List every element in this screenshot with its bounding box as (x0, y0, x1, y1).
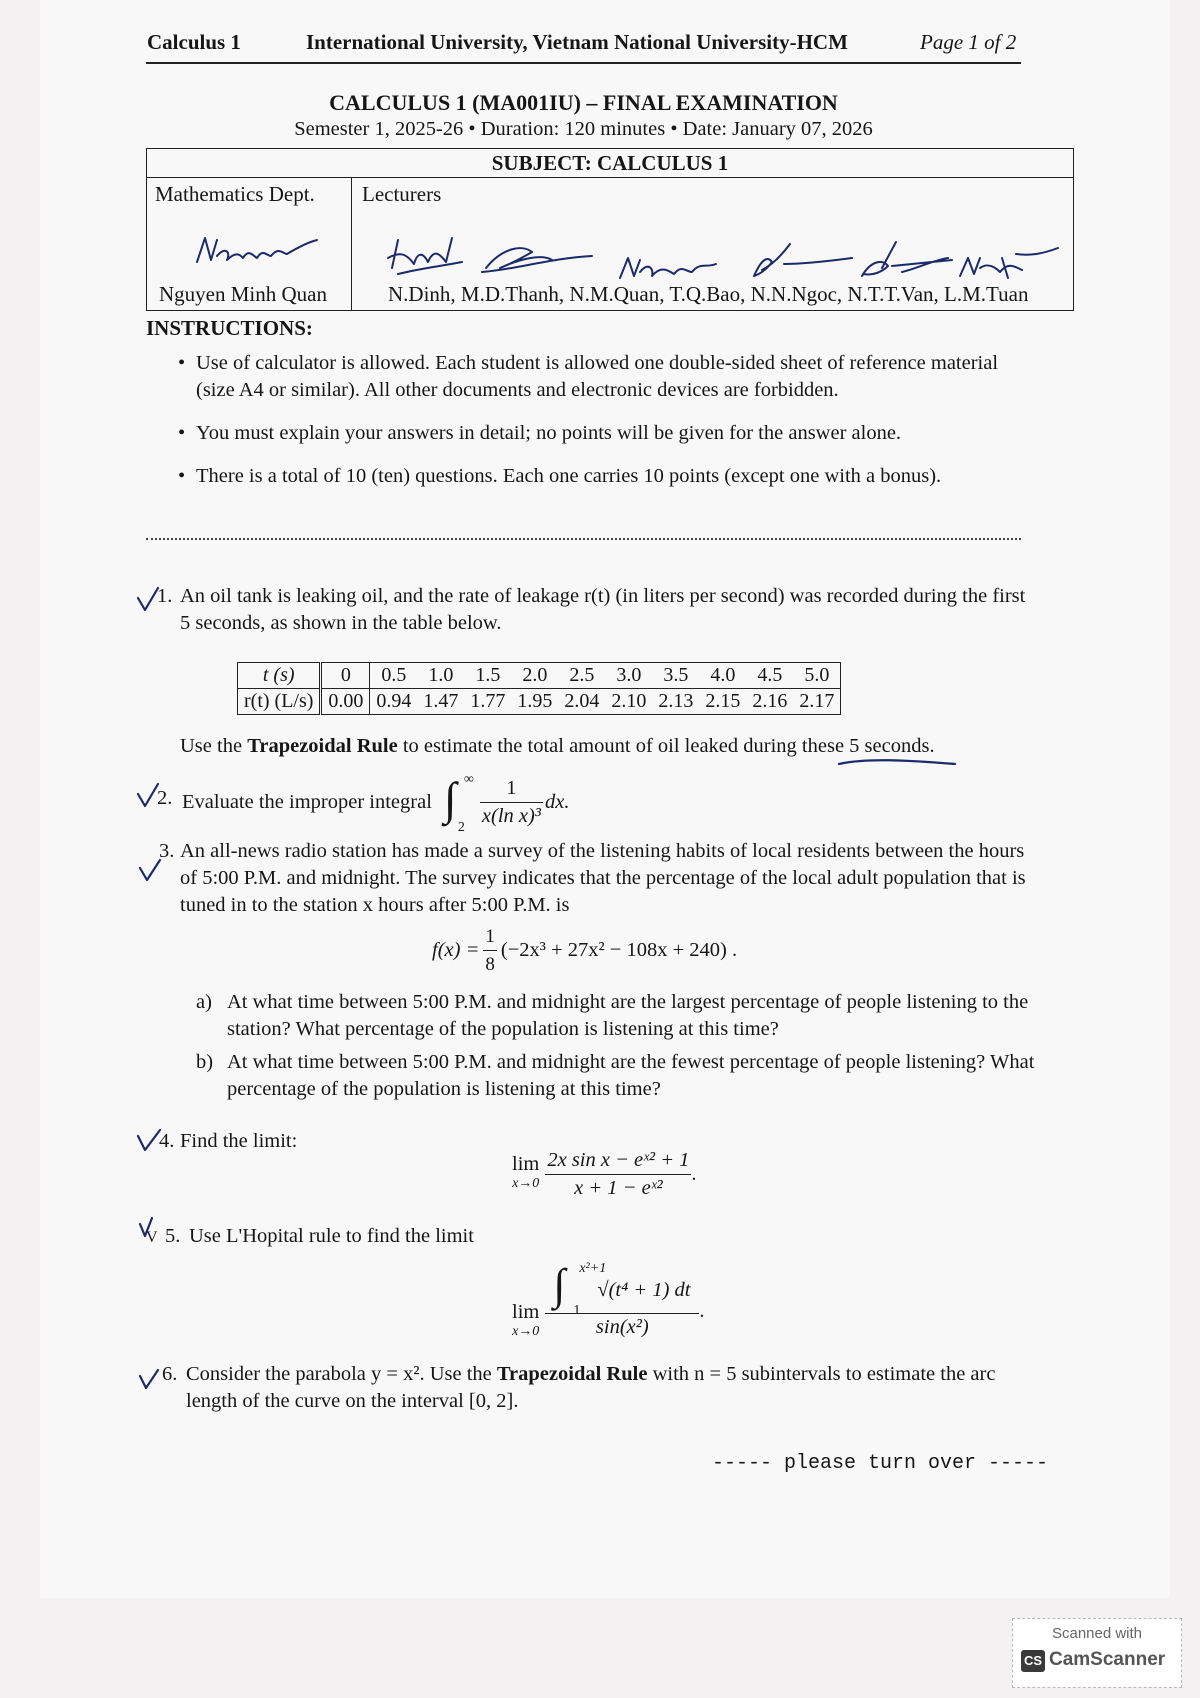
course-label: Calculus 1 (147, 30, 241, 54)
q2-number: 2. (157, 787, 173, 809)
header-rule (146, 62, 1021, 64)
table-cell: 1.5 (464, 663, 511, 689)
dept-cell (147, 178, 352, 311)
camscanner-line2: CamScanner (1049, 1649, 1166, 1670)
q4-end: . (691, 1162, 697, 1185)
q2-denominator: x(ln x)³ (481, 804, 541, 827)
table-cell: 4.0 (699, 663, 746, 689)
q3-number: 3. (159, 840, 175, 862)
q4-text: Find the limit: (180, 1130, 298, 1152)
q4-fraction (545, 1147, 691, 1202)
q4-lim-word: lim (512, 1153, 540, 1175)
table-cell: 0.00 (321, 689, 370, 715)
q5-mark: V (146, 1229, 158, 1246)
q1-number: 1. (157, 585, 173, 607)
q3-formula-num: 1 (483, 923, 497, 951)
instructions-heading: INSTRUCTIONS: (146, 316, 313, 340)
q5-number: 5. (165, 1225, 181, 1247)
leak-rate-table (237, 662, 841, 715)
table-cell: 2.5 (558, 663, 605, 689)
signature-table (146, 148, 1074, 311)
q4-lim (512, 1154, 539, 1194)
table-cell: 2.0 (511, 663, 558, 689)
q3-formula-rhs: (−2x³ + 27x² − 108x + 240) . (500, 938, 738, 961)
q5-lim-sub: x→0 (512, 1324, 540, 1339)
q3-part-b: At what time between 5:00 P.M. and midnight are the fewest percentage of people listening? What percentage of the population is listening at this time? (227, 1051, 1035, 1100)
q3-formula-fraction (483, 923, 497, 978)
instructions-list (178, 350, 1038, 506)
table-cell: 1.0 (417, 663, 464, 689)
q3-formula (432, 922, 737, 978)
q3-formula-lhs: f(x) = (432, 938, 480, 961)
dotted-divider (146, 538, 1021, 540)
q5-denominator: sin(x²) (595, 1316, 649, 1338)
q6-text-pre: Consider the parabola y = x². Use the (186, 1363, 497, 1385)
lecturer-names: N.Dinh, M.D.Thanh, N.M.Quan, T.Q.Bao, N.N.Ngoc, N.T.T.Van, L.M.Tuan (388, 282, 1029, 306)
q1-text: An oil tank is leaking oil, and the rate of leakage r(t) (in liters per second) was recorded during the first 5 seconds, as shown in the table below. (180, 585, 1026, 634)
q1-instruction-pre: Use the (180, 735, 248, 757)
lecturers-label: Lecturers (362, 182, 442, 206)
lecturers-signatures (382, 228, 1062, 288)
q1-instruction-post: to estimate the total amount of oil leaked during these 5 seconds. (397, 735, 935, 757)
q6-text-bold: Trapezoidal Rule (496, 1363, 648, 1385)
integral-symbol: ∫ (443, 773, 457, 824)
q5-integral-upper: x²+1 (579, 1261, 607, 1276)
table-cell: 1.95 (511, 689, 558, 715)
q3-formula-den: 8 (485, 953, 495, 975)
integral-sign (440, 772, 480, 835)
q2-text: Evaluate the improper integral (182, 790, 432, 813)
handwritten-check-marks (134, 584, 164, 1424)
table-cell: 2.13 (652, 689, 699, 715)
q5-text: Use L'Hopital rule to find the limit (189, 1225, 474, 1247)
lecturers-cell (352, 178, 1074, 311)
table-cell: 2.15 (699, 689, 746, 715)
table-cell: 1.47 (417, 689, 464, 715)
q6-text-post: with n = 5 subintervals to estimate the arc length of the curve on the interval [0, 2]. (186, 1363, 996, 1412)
table-cell: 2.04 (558, 689, 605, 715)
turn-over-note: ----- please turn over ----- (712, 1452, 1049, 1475)
camscanner-line1: Scanned with (1051, 1625, 1143, 1642)
q2-text-row (182, 772, 570, 835)
table-cell: 5.0 (793, 663, 841, 689)
university-name: International University, Vietnam National University-HCM (306, 30, 848, 54)
q2-fraction (480, 775, 543, 830)
q4-denominator: x + 1 − eˣ² (574, 1176, 663, 1199)
q3-part-a-label: a) (196, 991, 212, 1013)
dept-name: Nguyen Minh Quan (159, 282, 327, 306)
table-row-label: r(t) (L/s) (238, 689, 321, 715)
q3-part-a: At what time between 5:00 P.M. and midnight are the largest percentage of people listening to the station? What percentage of the population is listening at this time? (227, 991, 1029, 1040)
instruction-item: • There is a total of 10 (ten) questions. Each one carries 10 points (except one with a bonus). (178, 463, 1038, 490)
q5-lim (512, 1302, 539, 1342)
table-cell: 0.5 (370, 663, 418, 689)
q4-number: 4. (159, 1130, 175, 1152)
table-cell: 0.94 (370, 689, 418, 715)
table-cell: 3.0 (605, 663, 652, 689)
camscanner-logo-icon: CS (1021, 1650, 1045, 1672)
table-cell: 1.77 (464, 689, 511, 715)
table-row-label: t (s) (238, 663, 321, 689)
dept-label: Mathematics Dept. (155, 182, 315, 206)
camscanner-watermark (1012, 1618, 1182, 1688)
table-cell: 2.10 (605, 689, 652, 715)
q6-number: 6. (162, 1363, 178, 1385)
instruction-item: • You must explain your answers in detail; no points will be given for the answer alone. (178, 420, 1038, 447)
table-cell: 2.16 (746, 689, 793, 715)
dept-signature (191, 230, 321, 270)
q2-dx: dx. (544, 790, 570, 813)
table-cell: 4.5 (746, 663, 793, 689)
q3-text: An all-news radio station has made a survey of the listening habits of local residents between the hours of 5:00 P.M. and midnight. The survey indicates that the percentage of the local adult population that is tuned in to the station x hours after 5:00 P.M. is (180, 840, 1026, 916)
q5-integral-lower: 1 (573, 1303, 581, 1318)
q5-integrand: √(t⁴ + 1) dt (597, 1279, 691, 1301)
q3-part-b-label: b) (196, 1051, 214, 1073)
q4-lim-sub: x→0 (512, 1176, 540, 1191)
handwritten-underline (835, 756, 965, 770)
q5-numerator (545, 1259, 699, 1318)
q5-integral-symbol: ∫ (553, 1260, 566, 1309)
table-cell: 0 (321, 663, 370, 689)
q5-fraction (545, 1259, 699, 1341)
q4-numerator: 2x sin x − eˣ² + 1 (545, 1147, 691, 1175)
q2-numerator: 1 (480, 775, 543, 803)
page-number: Page 1 of 2 (920, 30, 1017, 54)
q5-lim-word: lim (512, 1301, 540, 1323)
table-cell: 2.17 (793, 689, 841, 715)
subject-header: SUBJECT: CALCULUS 1 (147, 149, 1074, 178)
q1-instruction-bold: Trapezoidal Rule (247, 735, 398, 757)
exam-title: CALCULUS 1 (MA001IU) – FINAL EXAMINATION (329, 90, 838, 115)
instruction-item: • Use of calculator is allowed. Each student is allowed one double-sided sheet of reference material (size A4 or similar). All other documents and electronic devices are forbidden. (178, 350, 1038, 404)
exam-subtitle: Semester 1, 2025-26 • Duration: 120 minutes • Date: January 07, 2026 (294, 118, 873, 140)
q5-limit (512, 1252, 704, 1348)
integral-lower: 2 (457, 820, 465, 835)
q5-end: . (699, 1299, 705, 1322)
integral-upper: ∞ (463, 772, 474, 787)
q4-limit (512, 1143, 697, 1205)
table-cell: 3.5 (652, 663, 699, 689)
q6-text (186, 1361, 1036, 1415)
